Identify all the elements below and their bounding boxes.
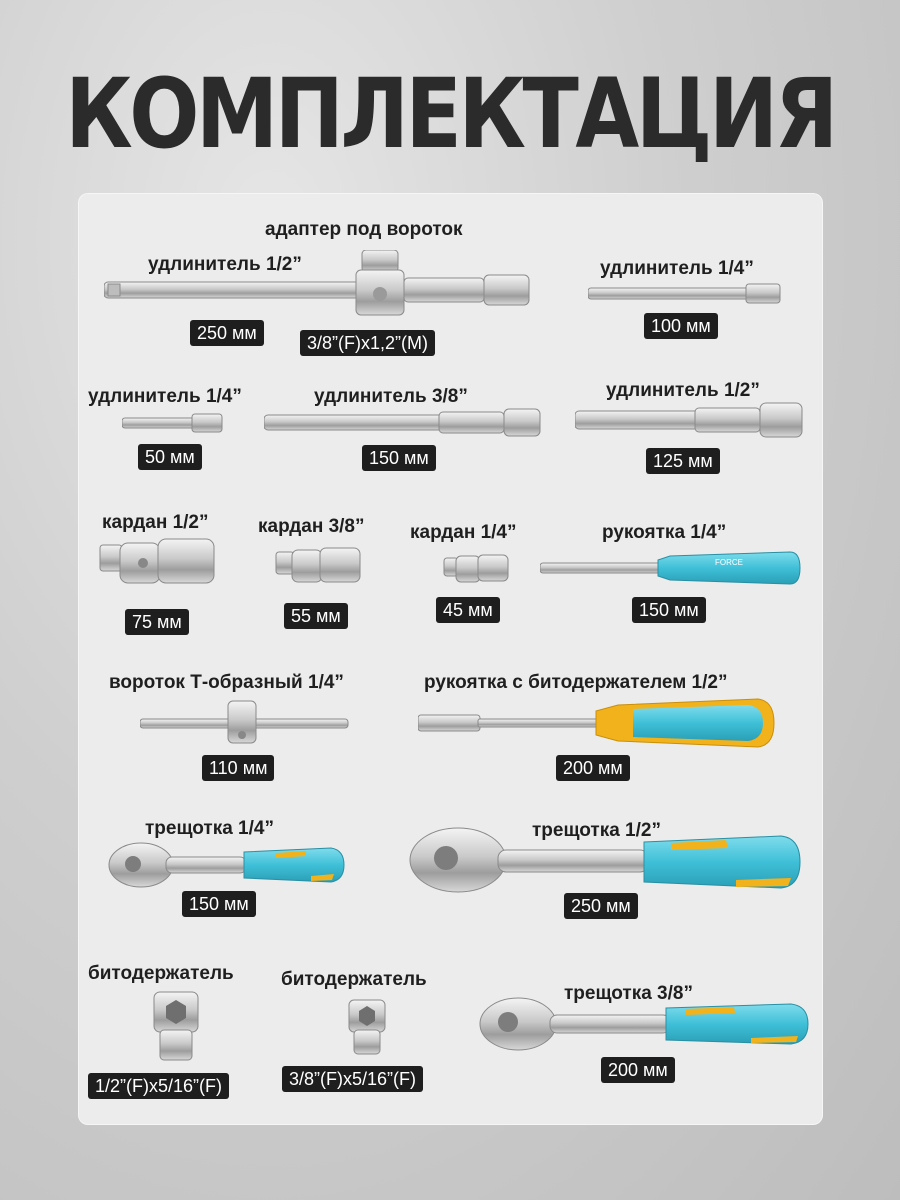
size-tag: 55 мм: [284, 603, 348, 629]
item-label-extension-12-250: удлинитель 1/2”: [148, 254, 302, 275]
item-label-ratchet-38: трещотка 3/8”: [564, 983, 693, 1004]
page-title: КОМПЛЕКТАЦИЯ: [65, 58, 835, 170]
t-handle-image: [140, 697, 350, 745]
size-tag: 75 мм: [125, 609, 189, 635]
bit-holder-image: [346, 998, 388, 1056]
item-label-handle-14: рукоятка 1/4”: [602, 522, 727, 543]
item-label-cardan-38: кардан 3/8”: [258, 516, 365, 537]
size-tag: 110 мм: [202, 755, 274, 781]
item-label-ratchet-14: трещотка 1/4”: [145, 818, 274, 839]
spinner-handle-image: [540, 548, 802, 590]
item-label-bit-handle: рукоятка с битодержателем 1/2”: [424, 672, 728, 693]
item-label-extension-12-125: удлинитель 1/2”: [606, 380, 760, 401]
extension-bar-image: [104, 272, 534, 316]
item-label-adapter: адаптер под вороток: [265, 219, 463, 240]
brand-logo: FORCE: [715, 558, 743, 567]
size-tag: 150 мм: [632, 597, 706, 623]
item-label-cardan-14: кардан 1/4”: [410, 522, 517, 543]
universal-joint-image: [98, 533, 218, 593]
bit-holder-image: [150, 990, 202, 1062]
size-tag: 250 мм: [564, 893, 638, 919]
size-tag: 200 мм: [556, 755, 630, 781]
extension-bar-image: [588, 282, 783, 306]
universal-joint-image: [274, 544, 364, 590]
size-tag: 50 мм: [138, 444, 202, 470]
size-tag: 250 мм: [190, 320, 264, 346]
size-tag: 3/8”(F)x5/16”(F): [282, 1066, 423, 1092]
size-tag: 125 мм: [646, 448, 720, 474]
size-tag: 100 мм: [644, 313, 718, 339]
item-label-extension-38-150: удлинитель 3/8”: [314, 386, 468, 407]
item-label-bit-holder-12: битодержатель: [88, 963, 234, 984]
item-label-extension-14-100: удлинитель 1/4”: [600, 258, 754, 279]
ratchet-image: [406, 826, 802, 902]
item-label-ratchet-12: трещотка 1/2”: [532, 820, 661, 841]
item-label-t-handle: вороток Т-образный 1/4”: [109, 672, 344, 693]
item-label-cardan-12: кардан 1/2”: [102, 512, 209, 533]
ratchet-image: [106, 840, 346, 890]
adapter-image: [350, 250, 410, 325]
item-label-bit-holder-38: битодержатель: [281, 969, 427, 990]
size-tag: 45 мм: [436, 597, 500, 623]
extension-bar-image: [575, 400, 805, 442]
item-label-extension-14-50: удлинитель 1/4”: [88, 386, 242, 407]
size-tag: 150 мм: [182, 891, 256, 917]
ratchet-image: [476, 996, 812, 1054]
size-tag: 1/2”(F)x5/16”(F): [88, 1073, 229, 1099]
extension-bar-image: [122, 411, 224, 435]
size-tag: 200 мм: [601, 1057, 675, 1083]
size-tag: 150 мм: [362, 445, 436, 471]
extension-bar-image: [264, 406, 542, 440]
universal-joint-image: [442, 552, 512, 588]
bit-driver-handle-image: [418, 695, 778, 753]
size-tag: 3/8”(F)x1,2”(M): [300, 330, 435, 356]
